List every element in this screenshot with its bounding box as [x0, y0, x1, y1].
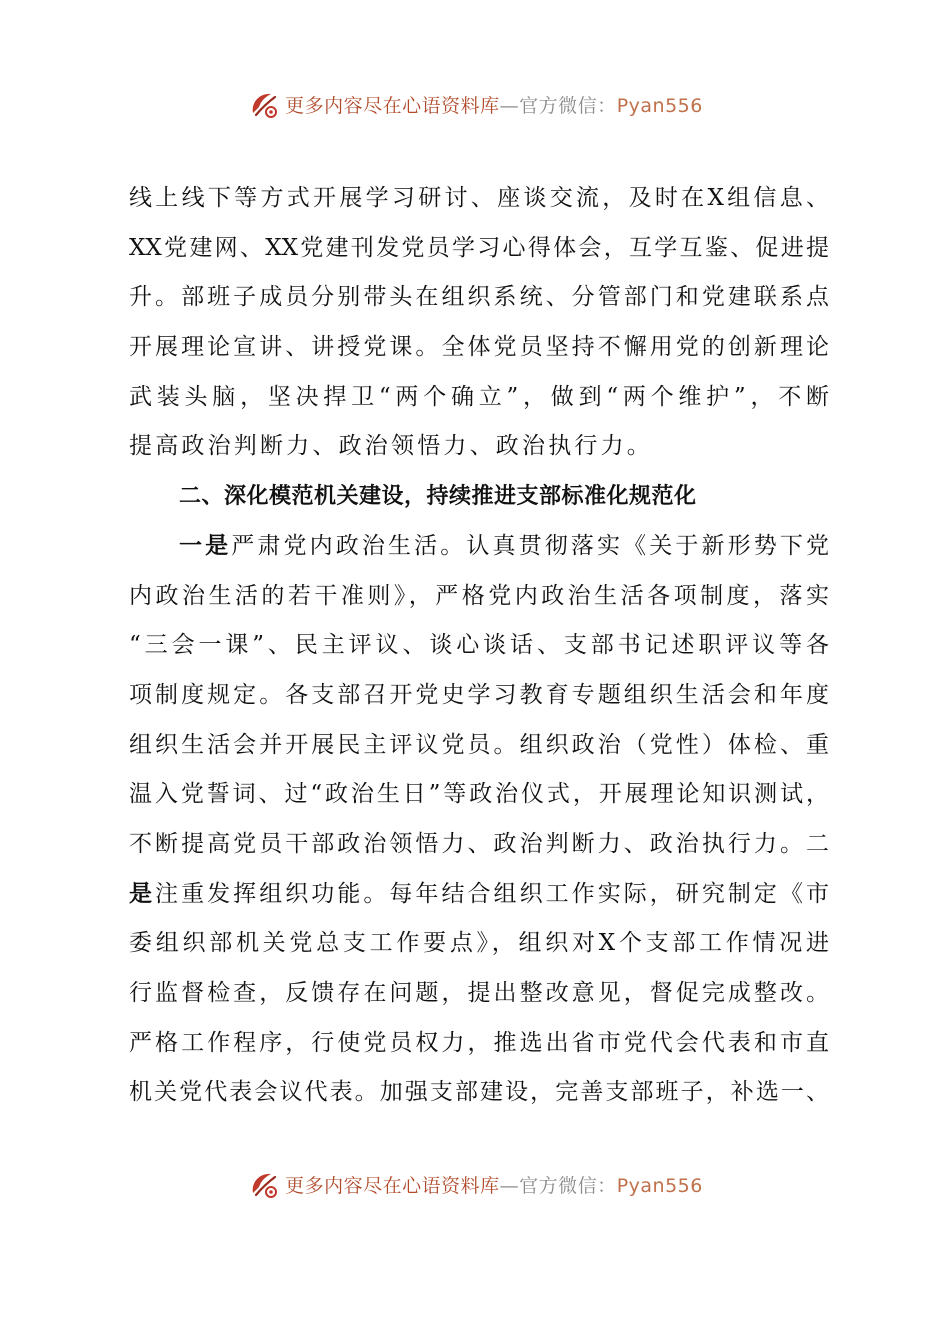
- body-line: “三会一课”、民主评议、谈心谈话、支部书记述职评议等各: [129, 632, 829, 659]
- body-line: 提高政治判断力、政治领悟力、政治执行力。: [129, 433, 653, 460]
- body-line: 一是严肃党内政治生活。认真贯彻落实《关于新形势下党: [179, 532, 829, 559]
- body-line: 组织生活会并开展民主评议党员。组织政治（党性）体检、重: [129, 731, 829, 758]
- banner-text: 更多内容尽在心语资料库—官方微信：Pyan556: [285, 1174, 703, 1197]
- body-line: 开展理论宣讲、讲授党课。全体党员坚持不懈用党的创新理论: [129, 334, 829, 361]
- bold-lead: 是: [129, 880, 156, 907]
- body-line: 武装头脑，坚决捍卫“两个确立”，做到“两个维护”，不断: [129, 383, 829, 410]
- footer-watermark-banner: [0, 1164, 950, 1204]
- body-line: 项制度规定。各支部召开党史学习教育专题组织生活会和年度: [129, 681, 829, 708]
- banner-text: 更多内容尽在心语资料库—官方微信：Pyan556: [285, 94, 703, 117]
- document-body: [129, 174, 829, 1118]
- bold-lead: 一是: [179, 532, 232, 559]
- body-line: XX党建网、XX党建刊发党员学习心得体会，互学互鉴、促进提: [129, 234, 829, 261]
- body-line: 不断提高党员干部政治领悟力、政治判断力、政治执行力。二: [129, 830, 829, 857]
- body-line: 委组织部机关党总支工作要点》，组织对X个支部工作情况进: [129, 930, 829, 957]
- body-line: 机关党代表会议代表。加强支部建设，完善支部班子，补选一、: [129, 1079, 829, 1106]
- pen-logo-icon: [247, 1167, 281, 1201]
- body-line: 内政治生活的若干准则》，严格党内政治生活各项制度，落实: [129, 582, 829, 609]
- pen-logo-icon: [247, 87, 281, 121]
- body-line: 行监督检查，反馈存在问题，提出整改意见，督促完成整改。: [129, 980, 829, 1006]
- body-line: 严格工作程序，行使党员权力，推选出省市党代会代表和市直: [129, 1029, 829, 1056]
- body-line: 是注重发挥组织功能。每年结合组织工作实际，研究制定《市: [129, 880, 829, 907]
- body-line: 升。部班子成员分别带头在组织系统、分管部门和党建联系点: [129, 284, 829, 311]
- header-watermark-banner: [0, 84, 950, 124]
- body-line: 温入党誓词、过“政治生日”等政治仪式，开展理论知识测试，: [129, 781, 829, 808]
- section-heading: 二、深化模范机关建设，持续推进支部标准化规范化: [179, 484, 697, 510]
- body-line: 线上线下等方式开展学习研讨、座谈交流，及时在X组信息、: [129, 185, 829, 211]
